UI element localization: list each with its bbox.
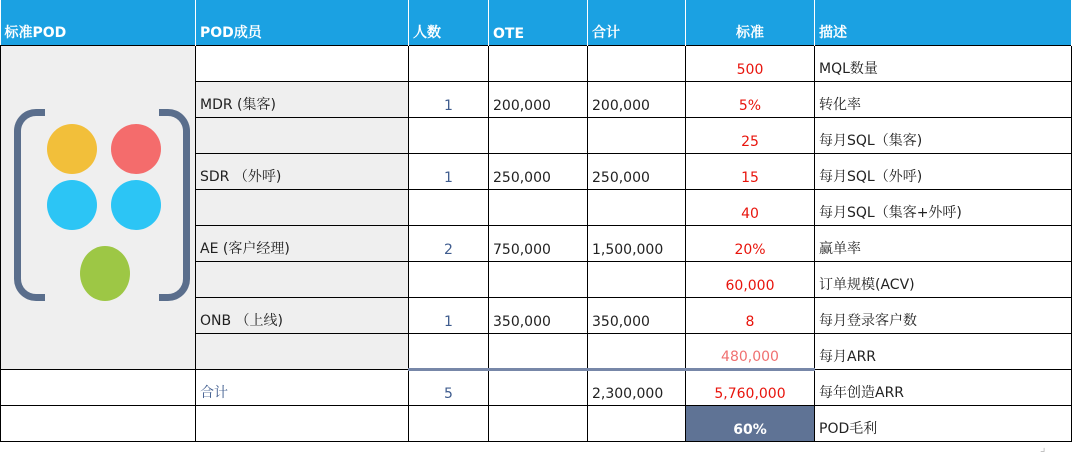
- right-bracket-shape: [159, 109, 190, 301]
- blue-circle-icon: [47, 180, 97, 230]
- member-cell: ONB （上线): [196, 298, 409, 334]
- count-cell: [409, 46, 489, 82]
- empty-cell: [409, 406, 489, 442]
- member-cell: [196, 334, 409, 370]
- count-cell: 2: [409, 226, 489, 262]
- desc-cell: MQL数量: [815, 46, 1072, 82]
- summary-total: 2,300,000: [588, 370, 686, 406]
- member-cell: [196, 118, 409, 154]
- ote-cell: 250,000: [489, 154, 588, 190]
- count-cell: [409, 334, 489, 370]
- total-cell: 250,000: [588, 154, 686, 190]
- margin-value: 60%: [686, 406, 815, 442]
- empty-cell: [588, 406, 686, 442]
- ote-cell: [489, 262, 588, 298]
- desc-cell: 每月SQL（外呼): [815, 154, 1072, 190]
- pod-illustration: [1, 46, 196, 370]
- header-ote: OTE: [489, 0, 588, 46]
- ote-cell: [489, 190, 588, 226]
- total-cell: [588, 262, 686, 298]
- summary-count: 5: [409, 370, 489, 406]
- total-cell: [588, 190, 686, 226]
- header-total: 合计: [588, 0, 686, 46]
- desc-cell: 每月SQL（集客): [815, 118, 1072, 154]
- member-cell: AE (客户经理): [196, 226, 409, 262]
- standard-cell: 500: [686, 46, 815, 82]
- ote-cell: [489, 46, 588, 82]
- member-cell: SDR （外呼): [196, 154, 409, 190]
- total-cell: 350,000: [588, 298, 686, 334]
- standard-cell: 25: [686, 118, 815, 154]
- count-cell: 1: [409, 82, 489, 118]
- count-cell: 1: [409, 154, 489, 190]
- ote-cell: 200,000: [489, 82, 588, 118]
- total-cell: [588, 118, 686, 154]
- standard-cell: 5%: [686, 82, 815, 118]
- table-row: [1, 46, 1072, 82]
- total-cell: [588, 334, 686, 370]
- total-cell: [588, 46, 686, 82]
- standard-cell: 480,000: [686, 334, 815, 370]
- standard-cell: 8: [686, 298, 815, 334]
- empty-cell: [196, 406, 409, 442]
- header-row: [1, 0, 1072, 46]
- total-cell: 200,000: [588, 82, 686, 118]
- green-circle-icon: [80, 246, 130, 301]
- member-cell: [196, 46, 409, 82]
- member-cell: [196, 262, 409, 298]
- yellow-circle-icon: [47, 124, 97, 174]
- summary-row: [1, 370, 1072, 406]
- desc-cell: 转化率: [815, 82, 1072, 118]
- ote-cell: 350,000: [489, 298, 588, 334]
- header-standard: 标准: [686, 0, 815, 46]
- desc-cell: 每月登录客户数: [815, 298, 1072, 334]
- member-cell: MDR (集客): [196, 82, 409, 118]
- count-cell: [409, 190, 489, 226]
- count-cell: 1: [409, 298, 489, 334]
- standard-cell: 15: [686, 154, 815, 190]
- header-member: POD成员: [196, 0, 409, 46]
- standard-cell: 40: [686, 190, 815, 226]
- ote-cell: [489, 334, 588, 370]
- red-circle-icon: [111, 124, 161, 174]
- left-bracket-shape: [14, 109, 45, 301]
- desc-cell: 每月ARR: [815, 334, 1072, 370]
- standard-cell: 20%: [686, 226, 815, 262]
- margin-desc: POD毛利: [815, 406, 1072, 442]
- empty-cell: [1, 370, 196, 406]
- standard-cell: 60,000: [686, 262, 815, 298]
- total-cell: 1,500,000: [588, 226, 686, 262]
- summary-standard: 5,760,000: [686, 370, 815, 406]
- empty-cell: [489, 406, 588, 442]
- blue-circle-icon: [111, 180, 161, 230]
- margin-row: [1, 406, 1072, 442]
- ote-cell: [489, 118, 588, 154]
- header-count: 人数: [409, 0, 489, 46]
- count-cell: [409, 118, 489, 154]
- desc-cell: 订单规模(ACV): [815, 262, 1072, 298]
- empty-cell: [1, 406, 196, 442]
- summary-desc: 每年创造ARR: [815, 370, 1072, 406]
- desc-cell: 赢单率: [815, 226, 1072, 262]
- desc-cell: 每月SQL（集客+外呼): [815, 190, 1072, 226]
- ote-cell: 750,000: [489, 226, 588, 262]
- count-cell: [409, 262, 489, 298]
- header-desc: 描述: [815, 0, 1072, 46]
- member-cell: [196, 190, 409, 226]
- empty-cell: [489, 370, 588, 406]
- page-curl-icon: ⌟: [1040, 440, 1046, 454]
- summary-label: 合计: [196, 370, 409, 406]
- header-pod: 标准POD: [1, 0, 196, 46]
